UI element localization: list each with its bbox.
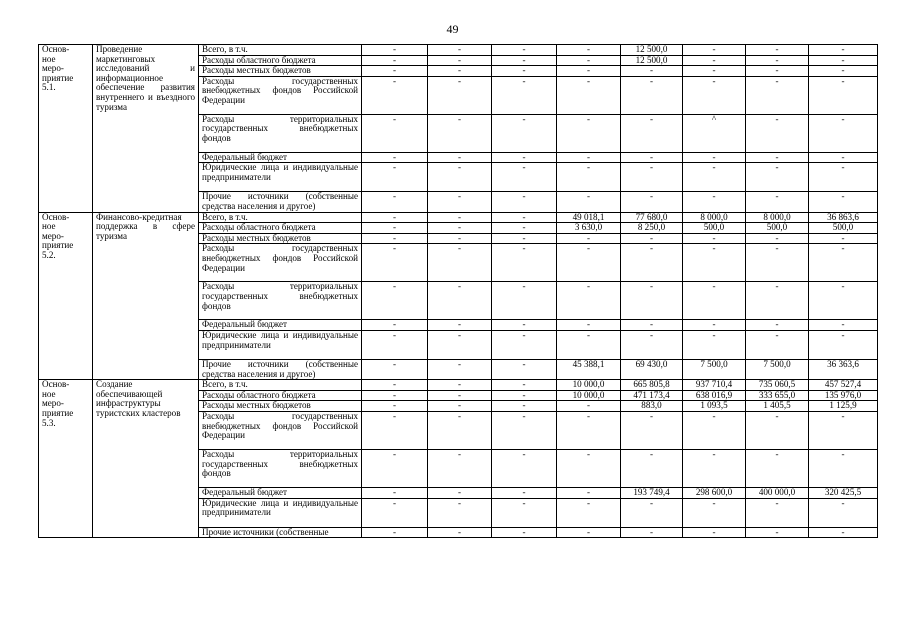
amount-cell: - bbox=[492, 233, 557, 244]
amount-cell: - bbox=[621, 66, 683, 77]
funding-source: Всего, в т.ч. bbox=[199, 45, 362, 56]
amount-cell: - bbox=[362, 66, 428, 77]
amount-cell: 1 405,5 bbox=[746, 401, 809, 412]
amount-cell: - bbox=[746, 45, 809, 56]
amount-cell: 135 976,0 bbox=[809, 390, 878, 401]
amount-cell: - bbox=[428, 45, 492, 56]
amount-cell: - bbox=[683, 449, 746, 487]
amount-cell: - bbox=[428, 487, 492, 498]
amount-cell: - bbox=[683, 233, 746, 244]
amount-cell: 7 500,0 bbox=[746, 359, 809, 379]
funding-source: Федеральный бюджет bbox=[199, 152, 362, 163]
amount-cell: 457 527,4 bbox=[809, 380, 878, 391]
amount-cell: - bbox=[809, 76, 878, 114]
amount-cell: 10 000,0 bbox=[557, 380, 621, 391]
amount-cell: - bbox=[362, 359, 428, 379]
amount-cell: - bbox=[557, 66, 621, 77]
amount-cell: - bbox=[621, 320, 683, 331]
amount-cell: - bbox=[557, 282, 621, 320]
amount-cell: - bbox=[362, 163, 428, 192]
amount-cell: - bbox=[362, 380, 428, 391]
amount-cell: 735 060,5 bbox=[746, 380, 809, 391]
amount-cell: 49 018,1 bbox=[557, 212, 621, 223]
amount-cell: - bbox=[557, 498, 621, 527]
funding-source: Расходы государственных внебюджетных фондов Российской Федерации bbox=[199, 76, 362, 114]
amount-cell: - bbox=[809, 163, 878, 192]
amount-cell: - bbox=[492, 449, 557, 487]
amount-cell: - bbox=[746, 163, 809, 192]
amount-cell: - bbox=[492, 359, 557, 379]
amount-cell: - bbox=[428, 114, 492, 152]
amount-cell: - bbox=[809, 320, 878, 331]
amount-cell: - bbox=[428, 449, 492, 487]
amount-cell: - bbox=[746, 244, 809, 282]
funding-source: Расходы местных бюджетов bbox=[199, 401, 362, 412]
funding-source: Юридические лица и индивидуальные предприниматели bbox=[199, 498, 362, 527]
amount-cell: - bbox=[492, 282, 557, 320]
amount-cell: - bbox=[557, 411, 621, 449]
amount-cell: - bbox=[428, 282, 492, 320]
amount-cell: - bbox=[428, 212, 492, 223]
amount-cell: - bbox=[362, 527, 428, 538]
amount-cell: - bbox=[746, 320, 809, 331]
funding-source: Расходы государственных внебюджетных фондов Российской Федерации bbox=[199, 411, 362, 449]
amount-cell: - bbox=[362, 244, 428, 282]
amount-cell: - bbox=[557, 449, 621, 487]
amount-cell: - bbox=[746, 192, 809, 212]
amount-cell: - bbox=[428, 401, 492, 412]
amount-cell: 298 600,0 bbox=[683, 487, 746, 498]
amount-cell: - bbox=[428, 320, 492, 331]
amount-cell: - bbox=[362, 76, 428, 114]
amount-cell: - bbox=[557, 487, 621, 498]
funding-source: Расходы территориальных государственных внебюджетных фондов bbox=[199, 114, 362, 152]
amount-cell: - bbox=[557, 192, 621, 212]
amount-cell: - bbox=[809, 55, 878, 66]
amount-cell: - bbox=[557, 401, 621, 412]
amount-cell: - bbox=[492, 330, 557, 359]
amount-cell: - bbox=[428, 527, 492, 538]
amount-cell: - bbox=[621, 330, 683, 359]
amount-cell: - bbox=[362, 114, 428, 152]
amount-cell: - bbox=[362, 498, 428, 527]
amount-cell: - bbox=[621, 449, 683, 487]
amount-cell: - bbox=[428, 233, 492, 244]
funding-source: Прочие источники (собственные средства населения и другое) bbox=[199, 192, 362, 212]
amount-cell: - bbox=[557, 244, 621, 282]
activity-name: Финансово-кредитная поддержка в сфере туризма bbox=[93, 212, 199, 380]
amount-cell: 12 500,0 bbox=[621, 55, 683, 66]
amount-cell: - bbox=[746, 76, 809, 114]
amount-cell: 1 125,9 bbox=[809, 401, 878, 412]
amount-cell: - bbox=[621, 163, 683, 192]
amount-cell: - bbox=[492, 223, 557, 234]
amount-cell: - bbox=[746, 114, 809, 152]
amount-cell: - bbox=[809, 244, 878, 282]
amount-cell: - bbox=[492, 212, 557, 223]
amount-cell: - bbox=[809, 114, 878, 152]
funding-source: Расходы областного бюджета bbox=[199, 55, 362, 66]
amount-cell: - bbox=[557, 152, 621, 163]
amount-cell: - bbox=[683, 282, 746, 320]
amount-cell: - bbox=[557, 114, 621, 152]
activity-code: Основ- ное меро- приятие 5.2. bbox=[39, 212, 93, 380]
amount-cell: - bbox=[557, 163, 621, 192]
amount-cell: - bbox=[621, 527, 683, 538]
amount-cell: - bbox=[557, 76, 621, 114]
amount-cell: 36 863,6 bbox=[809, 212, 878, 223]
page-number: 49 bbox=[446, 22, 459, 36]
funding-source: Расходы местных бюджетов bbox=[199, 66, 362, 77]
amount-cell: - bbox=[362, 411, 428, 449]
amount-cell: - bbox=[683, 163, 746, 192]
amount-cell: - bbox=[362, 282, 428, 320]
amount-cell: 8 000,0 bbox=[746, 212, 809, 223]
amount-cell: - bbox=[621, 411, 683, 449]
amount-cell: - bbox=[809, 498, 878, 527]
amount-cell: - bbox=[746, 66, 809, 77]
amount-cell: - bbox=[428, 76, 492, 114]
amount-cell: - bbox=[683, 527, 746, 538]
amount-cell: - bbox=[362, 192, 428, 212]
activity-code: Основ- ное меро- приятие 5.3. bbox=[39, 380, 93, 538]
amount-cell: - bbox=[362, 223, 428, 234]
amount-cell: 883,0 bbox=[621, 401, 683, 412]
amount-cell: - bbox=[492, 114, 557, 152]
funding-source: Расходы областного бюджета bbox=[199, 390, 362, 401]
funding-source: Расходы местных бюджетов bbox=[199, 233, 362, 244]
amount-cell: - bbox=[362, 320, 428, 331]
amount-cell: 665 805,8 bbox=[621, 380, 683, 391]
amount-cell: - bbox=[621, 282, 683, 320]
funding-source: Всего, в т.ч. bbox=[199, 212, 362, 223]
activity-name: Проведение маркетинговых исследований и информационное обеспечение развития внутреннего и въездного туризма bbox=[93, 45, 199, 213]
amount-cell: - bbox=[809, 449, 878, 487]
amount-cell: 12 500,0 bbox=[621, 45, 683, 56]
amount-cell: - bbox=[428, 66, 492, 77]
funding-source: Расходы территориальных государственных внебюджетных фондов bbox=[199, 449, 362, 487]
amount-cell: 7 500,0 bbox=[683, 359, 746, 379]
activity-name: Создание обеспечивающей инфраструктуры туристских кластеров bbox=[93, 380, 199, 538]
amount-cell: - bbox=[428, 390, 492, 401]
amount-cell: 8 250,0 bbox=[621, 223, 683, 234]
funding-source: Федеральный бюджет bbox=[199, 487, 362, 498]
amount-cell: - bbox=[621, 76, 683, 114]
amount-cell: - bbox=[809, 233, 878, 244]
amount-cell: - bbox=[683, 55, 746, 66]
amount-cell: ^ bbox=[683, 114, 746, 152]
amount-cell: - bbox=[809, 66, 878, 77]
amount-cell: - bbox=[557, 45, 621, 56]
amount-cell: - bbox=[362, 212, 428, 223]
amount-cell: - bbox=[362, 233, 428, 244]
amount-cell: - bbox=[683, 192, 746, 212]
amount-cell: - bbox=[621, 498, 683, 527]
table-row bbox=[39, 212, 878, 223]
amount-cell: - bbox=[809, 152, 878, 163]
amount-cell: 937 710,4 bbox=[683, 380, 746, 391]
amount-cell: 45 388,1 bbox=[557, 359, 621, 379]
amount-cell: 10 000,0 bbox=[557, 390, 621, 401]
amount-cell: - bbox=[428, 55, 492, 66]
amount-cell: - bbox=[428, 330, 492, 359]
table-row bbox=[39, 45, 878, 56]
amount-cell: - bbox=[683, 330, 746, 359]
amount-cell: 36 363,6 bbox=[809, 359, 878, 379]
amount-cell: - bbox=[683, 244, 746, 282]
amount-cell: - bbox=[557, 330, 621, 359]
funding-source: Расходы государственных внебюджетных фондов Российской Федерации bbox=[199, 244, 362, 282]
amount-cell: - bbox=[428, 192, 492, 212]
amount-cell: - bbox=[621, 152, 683, 163]
amount-cell: - bbox=[621, 244, 683, 282]
funding-source: Расходы территориальных государственных внебюджетных фондов bbox=[199, 282, 362, 320]
amount-cell: - bbox=[683, 320, 746, 331]
amount-cell: 333 655,0 bbox=[746, 390, 809, 401]
amount-cell: 320 425,5 bbox=[809, 487, 878, 498]
amount-cell: - bbox=[362, 401, 428, 412]
amount-cell: - bbox=[809, 192, 878, 212]
table-body bbox=[39, 45, 878, 538]
amount-cell: - bbox=[492, 487, 557, 498]
funding-source: Расходы областного бюджета bbox=[199, 223, 362, 234]
amount-cell: 8 000,0 bbox=[683, 212, 746, 223]
amount-cell: - bbox=[492, 163, 557, 192]
amount-cell: - bbox=[621, 233, 683, 244]
amount-cell: - bbox=[492, 320, 557, 331]
amount-cell: - bbox=[809, 45, 878, 56]
amount-cell: - bbox=[428, 411, 492, 449]
amount-cell: - bbox=[809, 282, 878, 320]
amount-cell: - bbox=[492, 76, 557, 114]
amount-cell: - bbox=[492, 152, 557, 163]
amount-cell: - bbox=[492, 411, 557, 449]
funding-source: Прочие источники (собственные bbox=[199, 527, 362, 538]
amount-cell: - bbox=[746, 233, 809, 244]
amount-cell: - bbox=[492, 380, 557, 391]
amount-cell: - bbox=[683, 498, 746, 527]
funding-source: Юридические лица и индивидуальные предприниматели bbox=[199, 330, 362, 359]
amount-cell: - bbox=[746, 282, 809, 320]
amount-cell: 400 000,0 bbox=[746, 487, 809, 498]
funding-source: Федеральный бюджет bbox=[199, 320, 362, 331]
amount-cell: - bbox=[428, 244, 492, 282]
funding-source: Прочие источники (собственные средства населения и другое) bbox=[199, 359, 362, 379]
amount-cell: - bbox=[746, 152, 809, 163]
amount-cell: - bbox=[362, 45, 428, 56]
amount-cell: 77 680,0 bbox=[621, 212, 683, 223]
amount-cell: 3 630,0 bbox=[557, 223, 621, 234]
budget-table bbox=[38, 44, 878, 538]
amount-cell: - bbox=[362, 55, 428, 66]
amount-cell: - bbox=[683, 45, 746, 56]
amount-cell: - bbox=[809, 527, 878, 538]
amount-cell: - bbox=[746, 411, 809, 449]
amount-cell: - bbox=[746, 449, 809, 487]
amount-cell: - bbox=[492, 66, 557, 77]
amount-cell: - bbox=[621, 192, 683, 212]
amount-cell: 500,0 bbox=[746, 223, 809, 234]
amount-cell: 69 430,0 bbox=[621, 359, 683, 379]
amount-cell: - bbox=[362, 152, 428, 163]
amount-cell: 193 749,4 bbox=[621, 487, 683, 498]
amount-cell: - bbox=[621, 114, 683, 152]
amount-cell: - bbox=[362, 330, 428, 359]
amount-cell: - bbox=[683, 66, 746, 77]
amount-cell: - bbox=[492, 55, 557, 66]
amount-cell: - bbox=[683, 76, 746, 114]
amount-cell: - bbox=[428, 359, 492, 379]
amount-cell: - bbox=[362, 487, 428, 498]
funding-source: Всего, в т.ч. bbox=[199, 380, 362, 391]
amount-cell: - bbox=[683, 411, 746, 449]
amount-cell: - bbox=[362, 390, 428, 401]
amount-cell: - bbox=[746, 498, 809, 527]
amount-cell: - bbox=[428, 152, 492, 163]
amount-cell: - bbox=[557, 233, 621, 244]
amount-cell: - bbox=[746, 527, 809, 538]
amount-cell: - bbox=[683, 152, 746, 163]
amount-cell: - bbox=[557, 527, 621, 538]
amount-cell: - bbox=[492, 244, 557, 282]
amount-cell: - bbox=[492, 498, 557, 527]
amount-cell: - bbox=[809, 411, 878, 449]
amount-cell: 500,0 bbox=[683, 223, 746, 234]
amount-cell: 471 173,4 bbox=[621, 390, 683, 401]
funding-source: Юридические лица и индивидуальные предприниматели bbox=[199, 163, 362, 192]
amount-cell: - bbox=[492, 45, 557, 56]
amount-cell: - bbox=[746, 330, 809, 359]
amount-cell: - bbox=[492, 401, 557, 412]
amount-cell: 1 093,5 bbox=[683, 401, 746, 412]
activity-code: Основ- ное меро- приятие 5.1. bbox=[39, 45, 93, 213]
table-row bbox=[39, 380, 878, 391]
amount-cell: - bbox=[557, 320, 621, 331]
amount-cell: - bbox=[428, 380, 492, 391]
amount-cell: - bbox=[428, 223, 492, 234]
amount-cell: 500,0 bbox=[809, 223, 878, 234]
amount-cell: - bbox=[362, 449, 428, 487]
amount-cell: - bbox=[746, 55, 809, 66]
amount-cell: - bbox=[492, 192, 557, 212]
amount-cell: 638 016,9 bbox=[683, 390, 746, 401]
amount-cell: - bbox=[809, 330, 878, 359]
amount-cell: - bbox=[428, 498, 492, 527]
amount-cell: - bbox=[557, 55, 621, 66]
amount-cell: - bbox=[428, 163, 492, 192]
amount-cell: - bbox=[492, 390, 557, 401]
amount-cell: - bbox=[492, 527, 557, 538]
